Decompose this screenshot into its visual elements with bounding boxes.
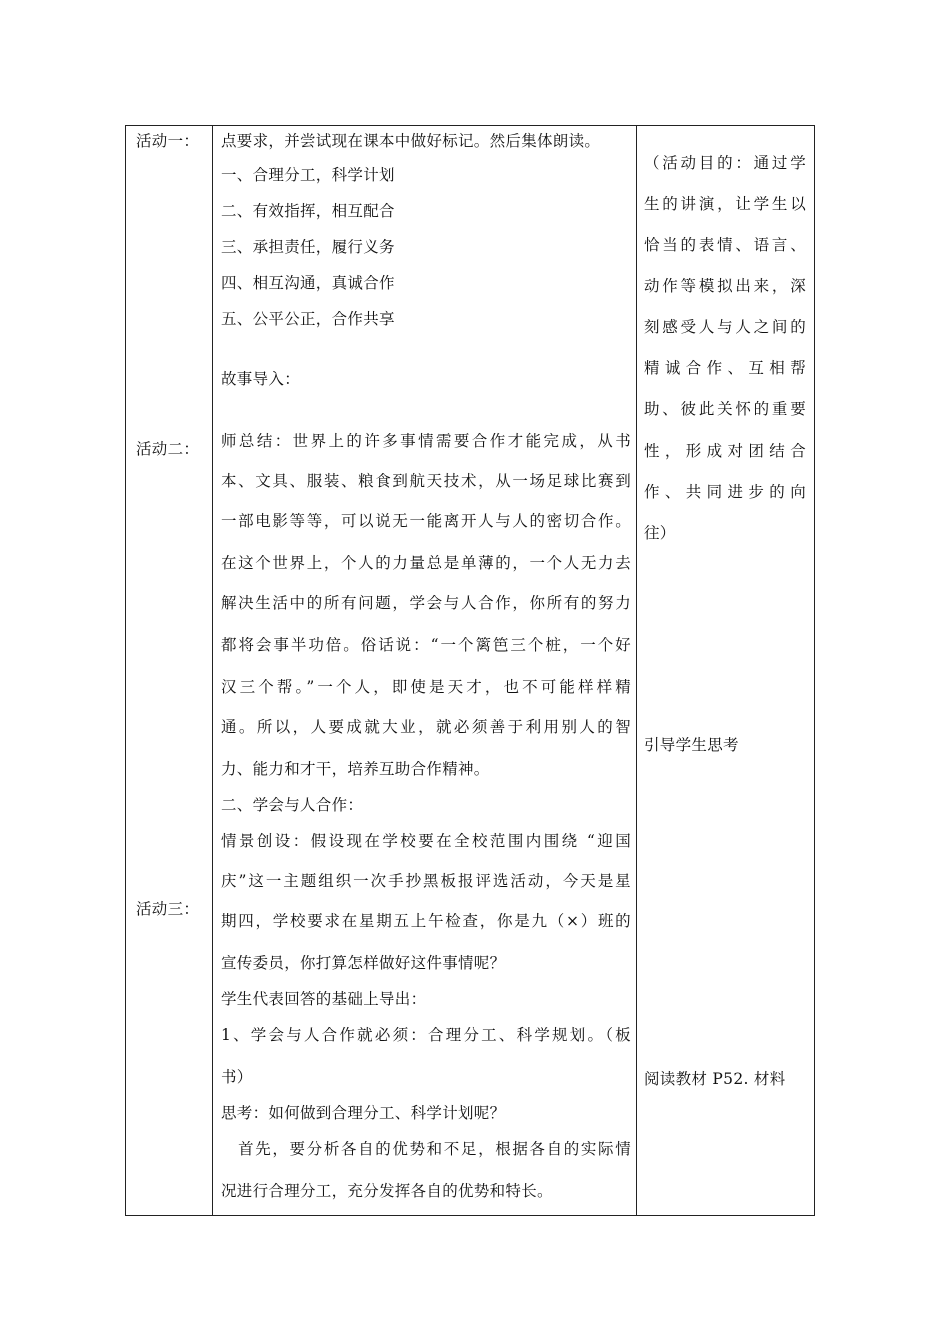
text-line: 力、能力和才干，培养互助合作精神。 [221, 760, 490, 778]
text-line: 书） [221, 1068, 253, 1086]
purpose-line: 精诚合作、互相帮 [644, 359, 806, 377]
purpose-line: 动作等模拟出来，深 [644, 277, 806, 295]
activity-one-label: 活动一： [136, 132, 200, 150]
text-line: 宣传委员，你打算怎样做好这件事情呢？ [221, 954, 506, 972]
purpose-line: （活动目的：通过学 [644, 154, 806, 172]
purpose-line: 刻感受人与人之间的 [644, 318, 806, 336]
text-line: 三、承担责任，履行义务 [221, 238, 395, 256]
text-line: 思考：如何做到合理分工、科学计划呢？ [221, 1104, 506, 1122]
column-divider-left [212, 126, 213, 1215]
text-line: 1、学会与人合作就必须：合理分工、科学规划。（板 [221, 1026, 631, 1044]
text-line: 解决生活中的所有问题，学会与人合作，你所有的努力 [221, 594, 631, 612]
text-line: 一、合理分工，科学计划 [221, 166, 395, 184]
text-line: 在这个世界上，个人的力量总是单薄的，一个人无力去 [221, 554, 631, 572]
text-line: 通。所以，人要成就大业，就必须善于利用别人的智 [221, 718, 631, 736]
text-line: 况进行合理分工，充分发挥各自的优势和特长。 [221, 1182, 553, 1200]
text-line: 汉三个帮。”一个人，即使是天才，也不可能样样精 [221, 678, 631, 696]
text-line: 情景创设：假设现在学校要在全校范围内围绕 “迎国 [221, 832, 631, 850]
text-line: 都将会事半功倍。俗话说：“一个篱笆三个桩，一个好 [221, 636, 631, 654]
purpose-line: 往） [644, 524, 676, 542]
activity-two-label: 活动二： [136, 440, 200, 458]
text-line: 四、相互沟通，真诚合作 [221, 274, 395, 292]
guide-note: 引导学生思考 [644, 736, 739, 754]
text-line: 学生代表回答的基础上导出： [221, 990, 427, 1008]
text-line: 一部电影等等，可以说无一能离开人与人的密切合作。 [221, 512, 631, 530]
column-divider-right [636, 126, 637, 1215]
purpose-line: 性，形成对团结合 [644, 442, 806, 460]
lesson-table [125, 125, 815, 1216]
purpose-line: 恰当的表情、语言、 [644, 236, 806, 254]
text-line: 首先，要分析各自的优势和不足，根据各自的实际情 [221, 1140, 631, 1158]
text-line: 庆”这一主题组织一次手抄黑板报评选活动，今天是星 [221, 872, 631, 890]
purpose-line: 助、彼此关怀的重要 [644, 400, 806, 418]
activity-three-label: 活动三： [136, 900, 200, 918]
text-line: 点要求，并尝试现在课本中做好标记。然后集体朗读。 [221, 132, 601, 150]
text-line: 二、学会与人合作： [221, 796, 364, 814]
text-line: 二、有效指挥，相互配合 [221, 202, 395, 220]
purpose-line: 作、共同进步的向 [644, 483, 806, 501]
text-line: 本、文具、服装、粮食到航天技术，从一场足球比赛到 [221, 472, 631, 490]
text-line: 期四，学校要求在星期五上午检查，你是九（×）班的 [221, 912, 631, 930]
purpose-line: 生的讲演，让学生以 [644, 195, 806, 213]
text-line: 故事导入： [221, 370, 301, 388]
text-line: 师总结：世界上的许多事情需要合作才能完成，从书 [221, 432, 631, 450]
reading-note: 阅读教材 P52. 材料 [644, 1070, 786, 1088]
text-line: 五、公平公正，合作共享 [221, 310, 395, 328]
